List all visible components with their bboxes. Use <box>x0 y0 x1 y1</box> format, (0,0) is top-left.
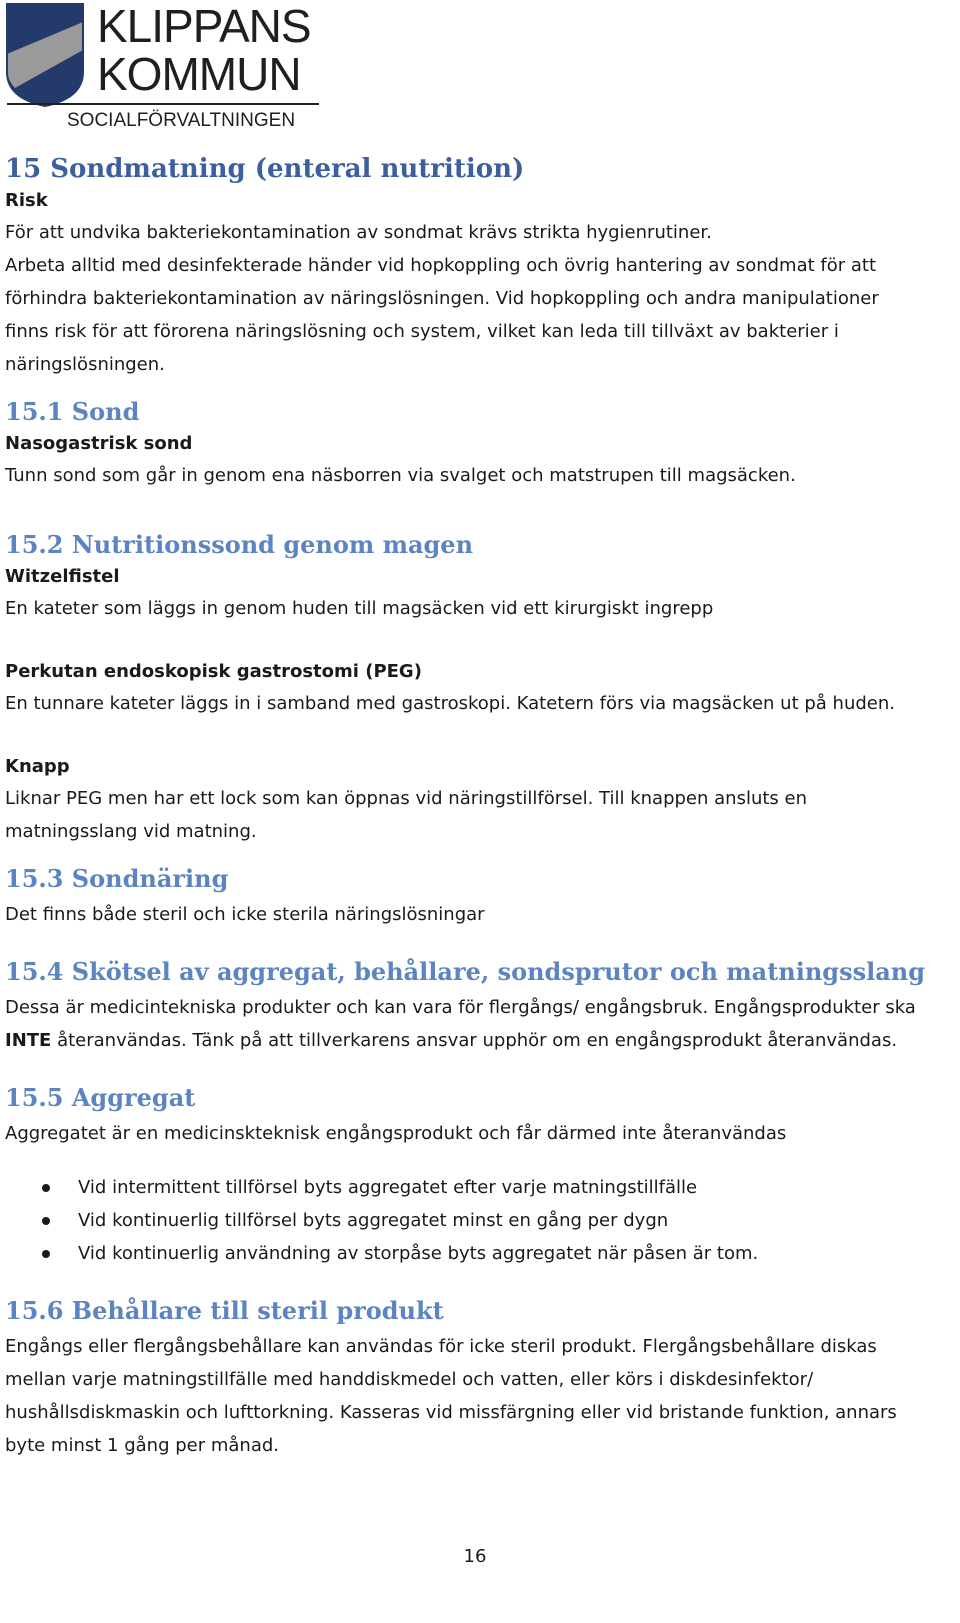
heading-15-6: 15.6 Behållare till steril produkt <box>5 1296 444 1325</box>
peg-text: En tunnare kateter läggs in i samband med gastroskopi. Katetern förs via magsäcken ut på huden. <box>5 693 895 714</box>
heading-15-1: 15.1 Sond <box>5 397 140 426</box>
knapp-line-2: matningsslang vid matning. <box>5 821 257 842</box>
knapp-line-1: Liknar PEG men har ett lock som kan öppnas vid näringstillförsel. Till knappen ansluts en <box>5 788 808 809</box>
risk-line-4: finns risk för att förorena näringslösning och system, vilket kan leda till tillväxt av bakterier i <box>5 321 839 342</box>
logo-line-3: SOCIALFÖRVALTNINGEN <box>67 110 296 130</box>
bullet-icon <box>42 1184 50 1192</box>
behallare-line-3: hushållsdiskmaskin och lufttorkning. Kasseras vid missfärgning eller vid bristande funktion, annars <box>5 1402 897 1423</box>
page-number: 16 <box>463 1546 487 1567</box>
skotsel-line-2 <box>5 1024 955 1057</box>
risk-line-3: förhindra bakteriekontamination av näringslösningen. Vid hopkoppling och andra manipulationer <box>5 288 879 309</box>
coat-of-arms-icon <box>7 4 83 106</box>
inte-emphasis: INTE <box>5 1030 52 1051</box>
risk-line-2: Arbeta alltid med desinfekterade händer vid hopkoppling och övrig hantering av sondmat för att <box>5 255 877 276</box>
witzel-label: Witzelfistel <box>5 566 120 587</box>
risk-line-1: För att undvika bakteriekontamination av sondmat krävs strikta hygienrutiner. <box>5 222 712 243</box>
behallare-line-1: Engångs eller flergångsbehållare kan användas för icke steril produkt. Flergångsbehållare diskas <box>5 1336 877 1357</box>
klippans-kommun-logo <box>5 2 325 130</box>
heading-15-2: 15.2 Nutritionssond genom magen <box>5 530 474 559</box>
list-item-text: Vid kontinuerlig tillförsel byts aggregatet minst en gång per dygn <box>78 1210 669 1231</box>
sondnaring-text: Det finns både steril och icke sterila näringslösningar <box>5 904 485 925</box>
list-item-text: Vid kontinuerlig användning av storpåse byts aggregatet när påsen är tom. <box>78 1243 759 1264</box>
nasogastric-text: Tunn sond som går in genom ena näsborren via svalget och matstrupen till magsäcken. <box>5 465 796 486</box>
aggregat-list <box>5 1171 955 1270</box>
logo-line-1: KLIPPANS <box>97 2 311 52</box>
logo-line-2: KOMMUN <box>97 48 301 100</box>
logo-rule <box>7 103 319 105</box>
document-body <box>5 150 955 1462</box>
aggregat-text: Aggregatet är en medicinskteknisk engångsprodukt och får därmed inte återanvändas <box>5 1123 787 1144</box>
risk-line-5: näringslösningen. <box>5 354 165 375</box>
witzel-text: En kateter som läggs in genom huden till magsäcken vid ett kirurgiskt ingrepp <box>5 598 714 619</box>
heading-15-3: 15.3 Sondnäring <box>5 864 229 893</box>
skotsel-line-2-rest: återanvändas. Tänk på att tillverkarens ansvar upphör om en engångsprodukt återanvändas. <box>51 1030 898 1051</box>
heading-15-5: 15.5 Aggregat <box>5 1083 196 1112</box>
bullet-icon <box>42 1250 50 1258</box>
risk-label: Risk <box>5 190 48 211</box>
heading-15-4: 15.4 Skötsel av aggregat, behållare, sondsprutor och matningsslang <box>5 957 925 986</box>
bullet-icon <box>42 1217 50 1225</box>
peg-label: Perkutan endoskopisk gastrostomi (PEG) <box>5 661 422 682</box>
behallare-line-4: byte minst 1 gång per månad. <box>5 1435 279 1456</box>
list-item <box>5 1204 955 1237</box>
behallare-line-2: mellan varje matningstillfälle med handdiskmedel och vatten, eller körs i diskdesinfektor/ <box>5 1369 814 1390</box>
list-item <box>5 1237 955 1270</box>
knapp-label: Knapp <box>5 756 70 777</box>
list-item <box>5 1171 955 1204</box>
nasogastric-label: Nasogastrisk sond <box>5 433 193 454</box>
list-item-text: Vid intermittent tillförsel byts aggregatet efter varje matningstillfälle <box>78 1177 698 1198</box>
heading-15: 15 Sondmatning (enteral nutrition) <box>5 154 525 184</box>
skotsel-line-1: Dessa är medicintekniska produkter och kan vara för flergångs/ engångsbruk. Engångsprodukter ska <box>5 997 916 1018</box>
